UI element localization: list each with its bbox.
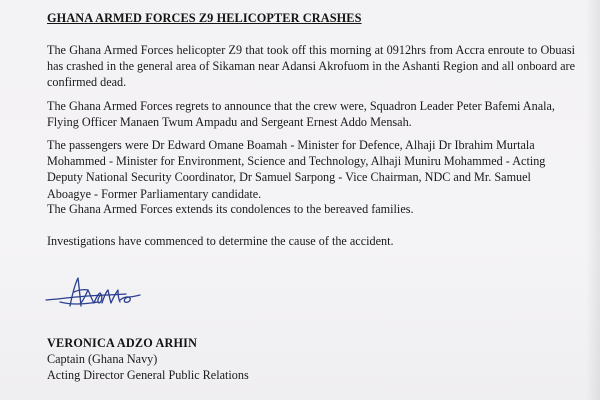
paragraph-crash-report: The Ghana Armed Forces helicopter Z9 that took off this morning at 0912hrs from Accra enroute to Obuasi has crashed in the general area of Sikaman near Adansi Akrofuom in the Ashanti Region and all onboard are confirmed dead.	[47, 43, 575, 90]
signature-icon	[40, 270, 160, 320]
signatory-rank: Captain (Ghana Navy)	[47, 352, 158, 366]
paragraph-crew: The Ghana Armed Forces regrets to announce that the crew were, Squadron Leader Peter Bafemi Anala, Flying Officer Manaen Twum Ampadu and Sergeant Ernest Addo Mensah.	[47, 99, 555, 130]
headline: GHANA ARMED FORCES Z9 HELICOPTER CRASHES	[47, 11, 362, 25]
paragraph-passengers: The passengers were Dr Edward Omane Boamah - Minister for Defence, Alhaji Dr Ibrahim Murtala Mohammed - Minister for Environment, Science and Technology, Alhaji Muniru Mohammed - Acting Deputy National Security Coordinator, Dr Samuel Sarpong - Vice Chairman, NDC and Mr. Samuel Aboagye - Former Parliamentary candidate.	[47, 138, 546, 201]
page-edge-shadow	[586, 0, 600, 400]
paragraph-condolences: The Ghana Armed Forces extends its condolences to the bereaved families.	[47, 202, 414, 216]
paragraph-investigation: Investigations have commenced to determine the cause of the accident.	[47, 234, 394, 248]
signatory-name: VERONICA ADZO ARHIN	[47, 336, 198, 350]
signatory-title: Acting Director General Public Relations	[47, 368, 249, 382]
